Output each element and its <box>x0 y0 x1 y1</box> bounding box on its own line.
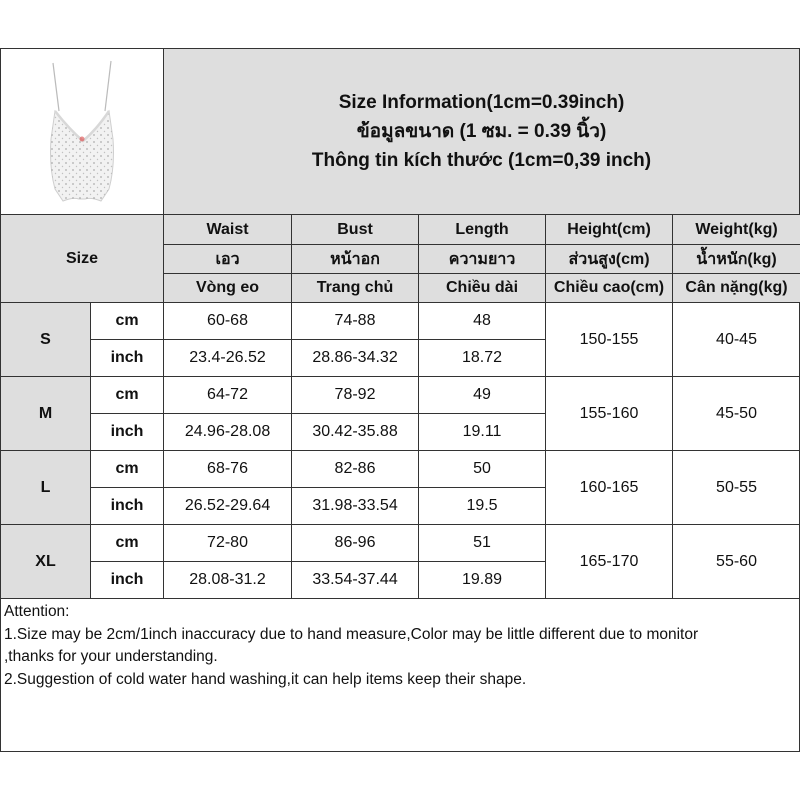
cell-weight: 45-50 <box>673 377 800 451</box>
cell-waist-cm: 72-80 <box>164 525 292 562</box>
cell-weight: 40-45 <box>673 303 800 377</box>
unit-cm: cm <box>91 451 164 488</box>
cell-bust-inch: 30.42-35.88 <box>292 414 419 451</box>
col-header-height-vi: Chiều cao(cm) <box>546 274 673 303</box>
cell-length-cm: 51 <box>419 525 546 562</box>
cell-length-cm: 50 <box>419 451 546 488</box>
cell-bust-inch: 28.86-34.32 <box>292 340 419 377</box>
col-header-bust-vi: Trang chủ <box>292 274 419 303</box>
size-header: Size <box>1 215 164 303</box>
cell-length-cm: 48 <box>419 303 546 340</box>
cell-height: 160-165 <box>546 451 673 525</box>
attention-note-2: 2.Suggestion of cold water hand washing,it can help items keep their shape. <box>4 670 527 688</box>
bodysuit-image <box>1 49 163 214</box>
cell-length-inch: 19.11 <box>419 414 546 451</box>
col-header-weight-vi: Cân nặng(kg) <box>673 274 800 303</box>
col-header-height-th: ส่วนสูง(cm) <box>546 245 673 274</box>
cell-waist-inch: 23.4-26.52 <box>164 340 292 377</box>
attention-notes <box>4 601 794 691</box>
unit-cm: cm <box>91 377 164 414</box>
cell-bust-cm: 74-88 <box>292 303 419 340</box>
attention-title: Attention: <box>4 603 70 620</box>
cell-length-inch: 18.72 <box>419 340 546 377</box>
cell-waist-inch: 24.96-28.08 <box>164 414 292 451</box>
col-header-waist-vi: Vòng eo <box>164 274 292 303</box>
unit-inch: inch <box>91 562 164 599</box>
cell-bust-cm: 82-86 <box>292 451 419 488</box>
cell-waist-inch: 28.08-31.2 <box>164 562 292 599</box>
cell-waist-cm: 68-76 <box>164 451 292 488</box>
col-header-height-en: Height(cm) <box>546 215 673 245</box>
cell-bust-cm: 78-92 <box>292 377 419 414</box>
size-name-l: L <box>1 451 91 525</box>
cell-length-cm: 49 <box>419 377 546 414</box>
col-header-waist-en: Waist <box>164 215 292 245</box>
cell-waist-cm: 64-72 <box>164 377 292 414</box>
cell-waist-inch: 26.52-29.64 <box>164 488 292 525</box>
unit-inch: inch <box>91 488 164 525</box>
size-name-m: M <box>1 377 91 451</box>
cell-weight: 55-60 <box>673 525 800 599</box>
unit-inch: inch <box>91 414 164 451</box>
size-name-xl: XL <box>1 525 91 599</box>
cell-weight: 50-55 <box>673 451 800 525</box>
header-title-th: ข้อมูลขนาด (1 ซม. = 0.39 นิ้ว) <box>356 121 607 142</box>
size-name-s: S <box>1 303 91 377</box>
col-header-bust-th: หน้าอก <box>292 245 419 274</box>
col-header-weight-th: น้ำหนัก(kg) <box>673 245 800 274</box>
cell-length-inch: 19.5 <box>419 488 546 525</box>
header-title-vi: Thông tin kích thước (1cm=0,39 inch) <box>311 150 652 171</box>
cell-bust-inch: 33.54-37.44 <box>292 562 419 599</box>
col-header-length-vi: Chiều dài <box>419 274 546 303</box>
unit-cm: cm <box>91 525 164 562</box>
cell-height: 150-155 <box>546 303 673 377</box>
cell-length-inch: 19.89 <box>419 562 546 599</box>
col-header-waist-th: เอว <box>164 245 292 274</box>
unit-inch: inch <box>91 340 164 377</box>
product-photo <box>1 49 164 214</box>
size-table <box>0 214 800 599</box>
col-header-length-th: ความยาว <box>419 245 546 274</box>
size-info-header <box>164 49 799 214</box>
cell-bust-cm: 86-96 <box>292 525 419 562</box>
attention-note-1: 1.Size may be 2cm/1inch inaccuracy due to hand measure,Color may be little different due to monitor <box>4 625 699 643</box>
attention-note-1-cont: ,thanks for your understanding. <box>4 648 218 665</box>
cell-waist-cm: 60-68 <box>164 303 292 340</box>
header-title-en: Size Information(1cm=0.39inch) <box>338 92 625 113</box>
unit-cm: cm <box>91 303 164 340</box>
cell-height: 165-170 <box>546 525 673 599</box>
col-header-bust-en: Bust <box>292 215 419 245</box>
cell-bust-inch: 31.98-33.54 <box>292 488 419 525</box>
col-header-weight-en: Weight(kg) <box>673 215 800 245</box>
col-header-length-en: Length <box>419 215 546 245</box>
cell-height: 155-160 <box>546 377 673 451</box>
